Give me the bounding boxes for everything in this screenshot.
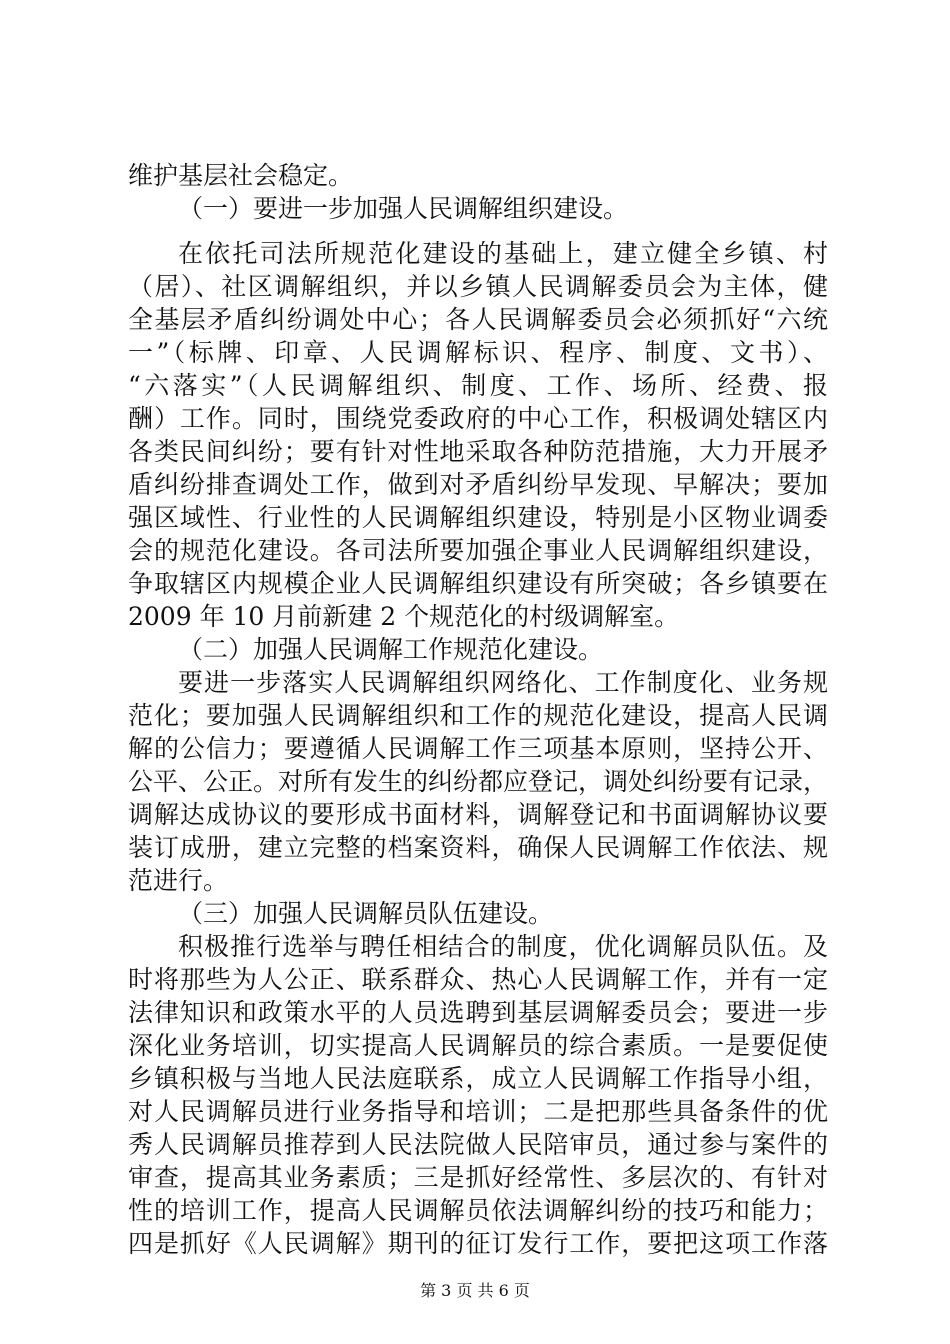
text-line: 维护基层社会稳定。: [128, 161, 354, 190]
text-line: 在依托司法所规范化建设的基础上，建立健全乡镇、村: [178, 239, 828, 268]
text-line: 酬）工作。同时，围绕党委政府的中心工作，积极调处辖区内: [128, 404, 828, 433]
text-line: 四是抓好《人民调解》期刊的征订发行工作，要把这项工作落: [128, 1229, 828, 1258]
text-line: 装订成册，建立完整的档案资料，确保人民调解工作依法、规: [128, 833, 828, 862]
section-heading: （一）要进一步加强人民调解组织建设。: [178, 194, 629, 223]
text-line: 2009 年 10 月前新建 2 个规范化的村级调解室。: [128, 602, 680, 631]
text-line: 各类民间纠纷；要有针对性地采取各种防范措施，大力开展矛: [128, 437, 828, 466]
text-line: 范化；要加强人民调解组织和工作的规范化建设，提高人民调: [128, 701, 828, 730]
text-line: 积极推行选举与聘任相结合的制度，优化调解员队伍。及: [178, 932, 828, 961]
text-line: 时将那些为人公正、联系群众、热心人民调解工作，并有一定: [128, 965, 828, 994]
text-line: 对人民调解员进行业务指导和培训；二是把那些具备条件的优: [128, 1097, 828, 1126]
text-line: 性的培训工作，提高人民调解员依法调解纠纷的技巧和能力；: [128, 1196, 828, 1225]
text-line: 法律知识和政策水平的人员选聘到基层调解委员会；要进一步: [128, 998, 828, 1027]
text-line: （居）、社区调解组织，并以乡镇人民调解委员会为主体，健: [128, 272, 828, 301]
text-line: 全基层矛盾纠纷调处中心；各人民调解委员会必须抓好“六统: [128, 305, 828, 334]
text-line: 秀人民调解员推荐到人民法院做人民陪审员，通过参与案件的: [128, 1130, 828, 1159]
text-line: 深化业务培训，切实提高人民调解员的综合素质。一是要促使: [128, 1031, 828, 1060]
text-line: 会的规范化建设。各司法所要加强企事业人民调解组织建设，: [128, 536, 828, 565]
text-line: 争取辖区内规模企业人民调解组织建设有所突破；各乡镇要在: [128, 569, 828, 598]
text-line: 一”（标牌、印章、人民调解标识、程序、制度、文书）、: [128, 338, 828, 367]
text-line: 要进一步落实人民调解组织网络化、工作制度化、业务规: [178, 668, 828, 697]
text-line: 调解达成协议的要形成书面材料，调解登记和书面调解协议要: [128, 800, 828, 829]
page-number-footer: 第 3 页 共 6 页: [420, 1281, 530, 1300]
text-line: “六落实”（人民调解组织、制度、工作、场所、经费、报: [128, 371, 828, 400]
text-line: 公平、公正。对所有发生的纠纷都应登记，调处纠纷要有记录，: [128, 767, 829, 796]
text-line: 盾纠纷排查调处工作，做到对矛盾纠纷早发现、早解决；要加: [128, 470, 828, 499]
section-heading: （二）加强人民调解工作规范化建设。: [178, 635, 604, 664]
text-line: 审查，提高其业务素质；三是抓好经常性、多层次的、有针对: [128, 1163, 828, 1192]
text-line: 解的公信力；要遵循人民调解工作三项基本原则，坚持公开、: [128, 734, 828, 763]
text-line: 强区域性、行业性的人民调解组织建设，特别是小区物业调委: [128, 503, 828, 532]
section-heading: （三）加强人民调解员队伍建设。: [178, 899, 554, 928]
text-line: 乡镇积极与当地人民法庭联系，成立人民调解工作指导小组，: [128, 1064, 828, 1093]
text-line: 范进行。: [128, 866, 229, 895]
